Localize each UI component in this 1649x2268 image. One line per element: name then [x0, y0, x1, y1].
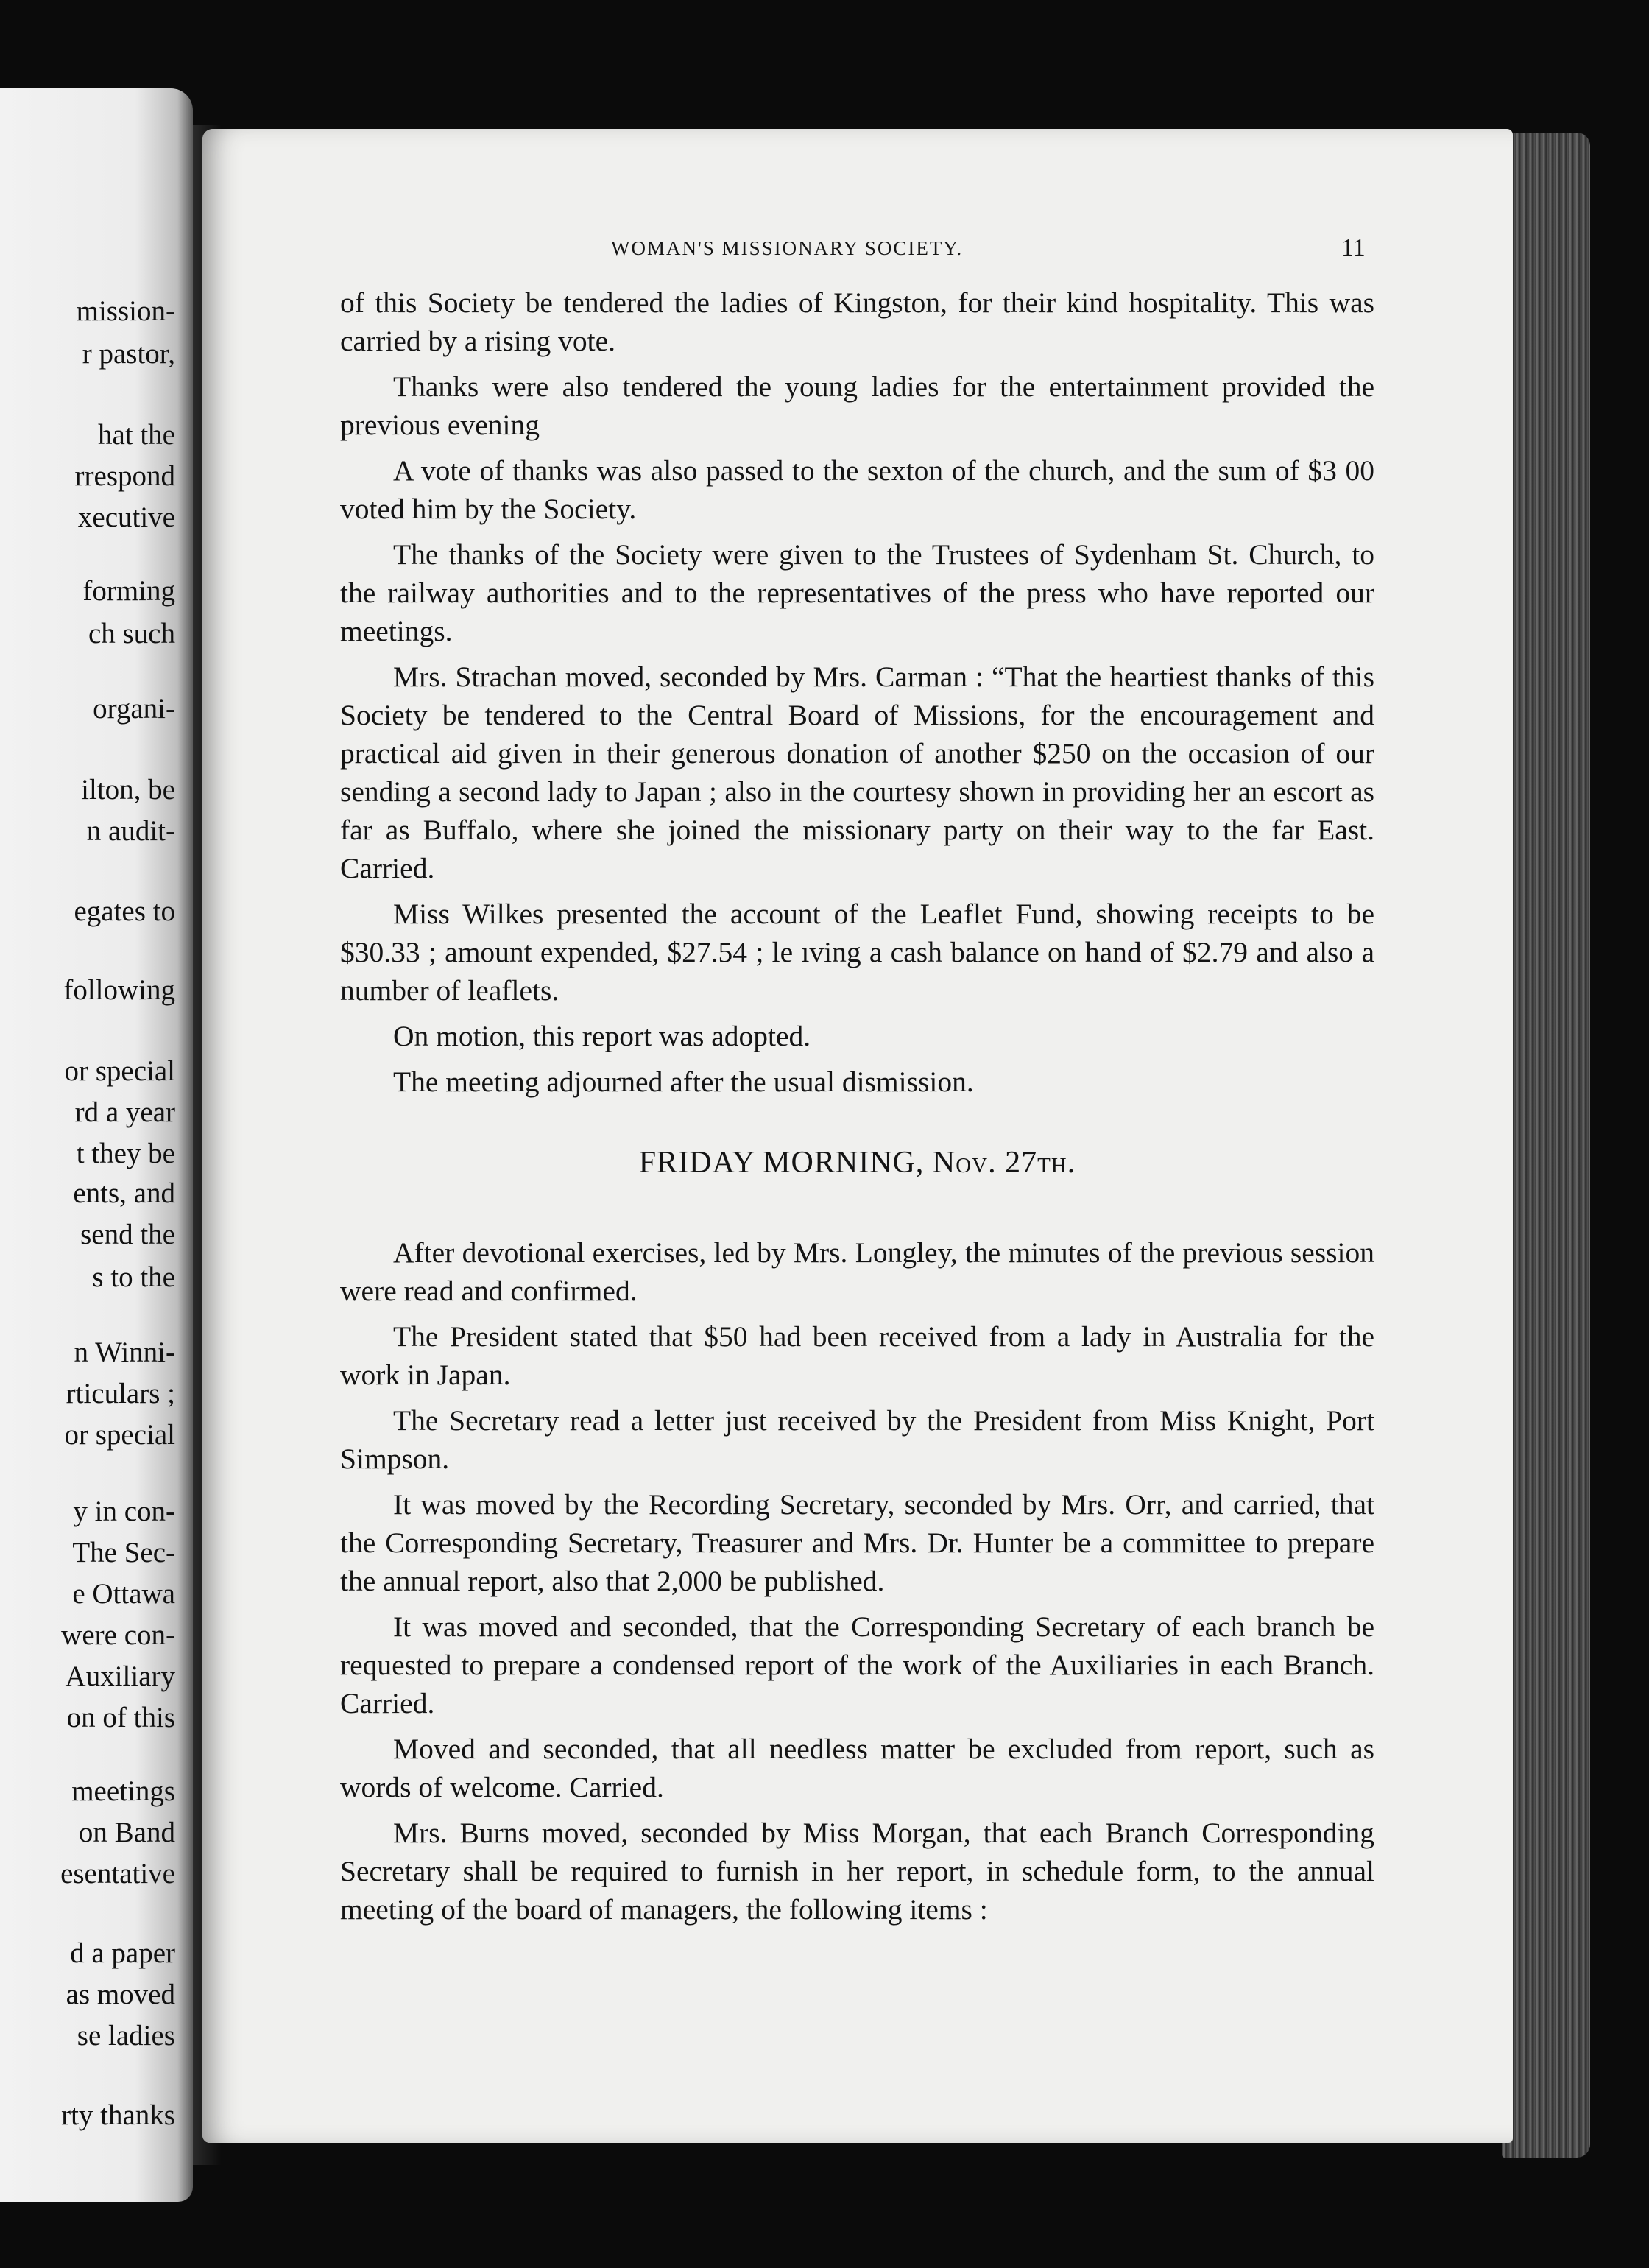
left-page-fragment: s to the: [92, 1261, 175, 1293]
left-page-fragment: mission-: [76, 295, 175, 327]
left-page-fragment: rticulars ;: [66, 1378, 175, 1409]
left-page-fragment: e Ottawa: [72, 1578, 175, 1610]
paragraph: Thanks were also tendered the young ladies for the entertainment provided the previous evening: [340, 370, 1374, 441]
paragraph: of this Society be tendered the ladies of Kingston, for their kind hospitality. This was carried by a rising vote.: [340, 286, 1374, 357]
left-page-fragment: esentative: [60, 1858, 175, 1890]
left-page-fragment: rd a year: [74, 1096, 175, 1128]
left-page-fragment: Auxiliary: [65, 1660, 175, 1692]
paragraph: Mrs. Strachan moved, seconded by Mrs. Carman : “That the heartiest thanks of this Society be tendered to the Central Board of Missions, for the encouragement and practical aid given in their generous donation of another $250 on the occasion of our sending a second lady to Japan ; also in the courtesy shown in providing her an escort as far as Buffalo, where she joined the missionary party on their way to the far East. Carried.: [340, 661, 1374, 884]
left-page-fragment: d a paper: [70, 1937, 175, 1969]
paragraph: On motion, this report was adopted.: [393, 1020, 811, 1052]
section-heading-date: Nov. 27th.: [932, 1146, 1076, 1180]
paragraph: Moved and seconded, that all needless matter be excluded from report, such as words of welcome. Carried.: [340, 1733, 1374, 1803]
left-page-fragment: se ladies: [77, 2020, 175, 2052]
paragraph: It was moved by the Recording Secretary, seconded by Mrs. Orr, and carried, that the Corresponding Secretary, Treasurer and Mrs. Dr. Hunter be a committee to prepare the annual report, also that 2,000 be published.: [340, 1488, 1374, 1597]
left-page-fragment: forming: [82, 575, 175, 607]
left-page-fragment: were con-: [61, 1619, 175, 1651]
left-page-fragment: ch such: [88, 618, 175, 649]
left-page-fragment: organi-: [93, 693, 175, 725]
left-page-fragment: meetings: [71, 1775, 175, 1807]
paragraph: After devotional exercises, led by Mrs. Longley, the minutes of the previous session were read and confirmed.: [340, 1236, 1374, 1307]
left-page-fragment: The Sec-: [72, 1537, 175, 1568]
paragraph: Mrs. Burns moved, seconded by Miss Morgan, that each Branch Corresponding Secretary shall be required to furnish in her report, in schedule form, to the annual meeting of the board of managers, the following items :: [340, 1817, 1374, 1926]
left-page-fragment: send the: [80, 1219, 175, 1250]
page-number: 11: [1341, 234, 1366, 261]
left-page-fragment: or special: [64, 1055, 175, 1087]
left-page-fragment: rty thanks: [61, 2099, 175, 2131]
paragraphs-before: [340, 284, 1374, 1101]
left-page-fragment: hat the: [97, 419, 175, 451]
left-page-fragment: t they be: [76, 1138, 175, 1169]
running-head: WOMAN'S MISSIONARY SOCIETY.: [611, 237, 964, 259]
page-text: [340, 284, 1374, 1936]
left-page-fragment: n Winni-: [74, 1336, 175, 1368]
left-page-fragment: rrespond: [74, 460, 175, 492]
left-page-fragment: as moved: [66, 1979, 175, 2010]
left-page-fragment: xecutive: [77, 501, 175, 533]
paragraph: The President stated that $50 had been received from a lady in Australia for the work in Japan.: [340, 1320, 1374, 1391]
section-heading: [340, 1144, 1374, 1182]
left-page-fragment: r pastor,: [82, 338, 175, 370]
paragraph: Miss Wilkes presented the account of the Leaflet Fund, showing receipts to be $30.33 ; amount expended, $27.54 ; le ıving a cash balance on hand of $2.79 and also a number of leaflets.: [340, 898, 1374, 1007]
page-edges: [1502, 133, 1590, 2158]
paragraph: The thanks of the Society were given to the Trustees of Sydenham St. Church, to the railway authorities and to the representatives of the press who have reported our meetings.: [340, 538, 1374, 647]
left-page: [0, 88, 193, 2202]
paragraph: The Secretary read a letter just received by the President from Miss Knight, Port Simpson.: [340, 1404, 1374, 1475]
section-heading-title: FRIDAY MORNING,: [638, 1146, 925, 1180]
paragraphs-after: [340, 1233, 1374, 1929]
left-page-fragment: following: [63, 974, 175, 1006]
left-page-fragment: on Band: [78, 1817, 175, 1848]
left-page-fragment: or special: [64, 1419, 175, 1451]
left-page-fragment: n audit-: [86, 815, 175, 847]
left-page-fragment: ents, and: [73, 1177, 175, 1209]
paragraph: A vote of thanks was also passed to the sexton of the church, and the sum of $3 00 voted him by the Society.: [340, 454, 1374, 525]
paragraph: The meeting adjourned after the usual dismission.: [393, 1066, 974, 1098]
left-page-fragment: ilton, be: [81, 774, 175, 806]
paragraph: It was moved and seconded, that the Corresponding Secretary of each branch be requested to prepare a condensed report of the work of the Auxiliaries in each Branch. Carried.: [340, 1610, 1374, 1719]
left-page-fragment: on of this: [66, 1702, 175, 1733]
left-page-fragment: egates to: [74, 895, 175, 927]
left-page-fragment: y in con-: [73, 1496, 175, 1527]
